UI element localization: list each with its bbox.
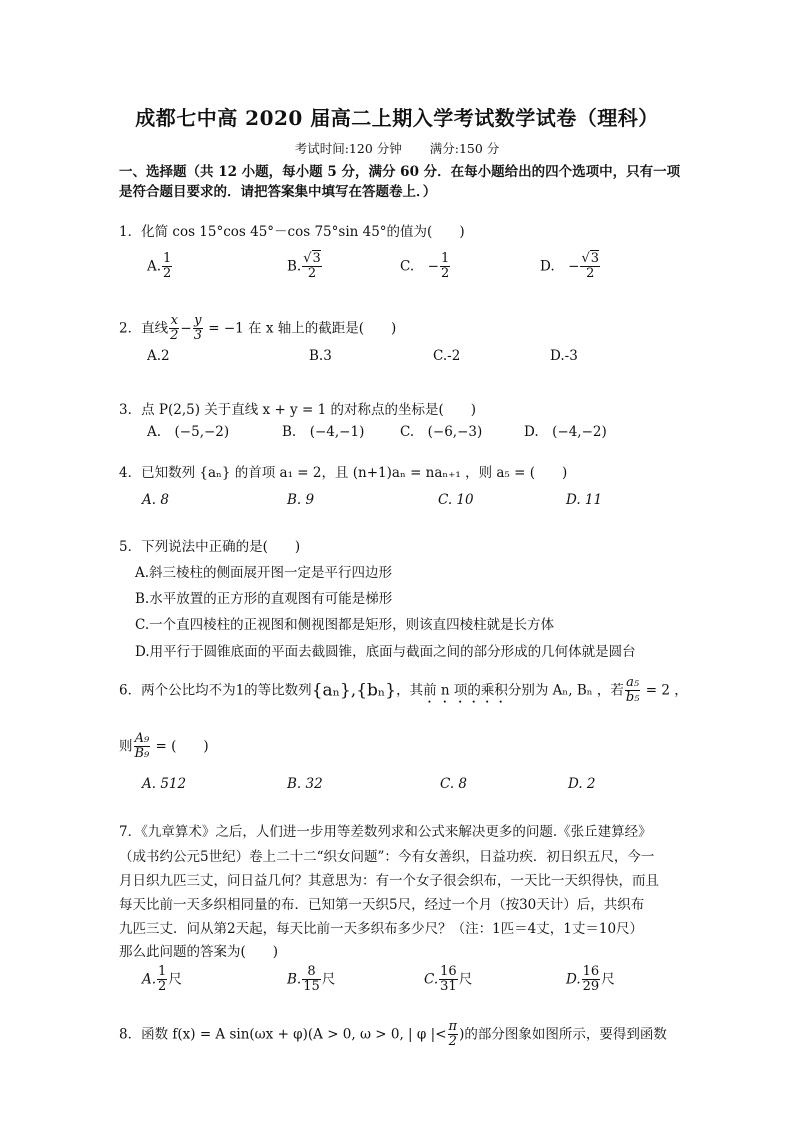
q4-option-b: B. 9 [287, 492, 315, 508]
q2-option-c: C.-2 [433, 348, 461, 364]
section-instruction-line2: 是符合题目要求的．请把答案集中填写在答题卷上．） [119, 184, 437, 200]
question-6-line2: 则 $\frac{\text{A₉}}{\text{B₉}}$ = ( ) [119, 731, 209, 762]
q3-option-c: C. (−6,−3) [400, 424, 483, 440]
q6-option-b: B. 32 [287, 776, 323, 792]
exam-full-score: 满分:150 分 [429, 141, 500, 156]
q1-option-c: C. − $\frac{1}{2}$ [400, 251, 450, 282]
section-instruction-line1: 一、选择题（共 12 小题，每小题 5 分，满分 60 分．在每小题给出的四个选项中，只有一项 [119, 164, 681, 180]
q7-option-d: D. $\frac{16}{29}$ 尺 [566, 964, 615, 995]
q6-option-a: A. 512 [142, 776, 187, 792]
exam-meta [0, 139, 794, 157]
question-5-text: 5．下列说法中正确的是( ) [119, 539, 301, 555]
q2-option-d: D.-3 [550, 348, 578, 364]
q4-option-d: D. 11 [566, 492, 603, 508]
question-1-text: 1．化简 cos 15°cos 45°－cos 75°sin 45°的值为( ) [119, 224, 465, 240]
q4-option-a: A. 8 [142, 492, 169, 508]
q2-option-b: B.3 [309, 348, 332, 364]
question-3-text: 3．点 P(2,5) 关于直线 x + y = 1 的对称点的坐标是( ) [119, 402, 476, 418]
question-7-line1: 7．《九章算术》之后，人们进一步用等差数列求和公式来解决更多的问题.《张丘建算经》 [119, 824, 652, 840]
question-4-text: 4．已知数列 {aₙ} 的首项 a₁ = 2，且 (n+1)aₙ = naₙ₊₁ ，则 a₅ = ( ) [119, 465, 568, 481]
question-7-line2: （成书约公元5世纪）卷上二十二“织女问题”：今有女善织，日益功疾．初日织五尺，今一 [119, 849, 655, 865]
q6-option-d: D. 2 [568, 776, 596, 792]
question-6-text: 6．两个公比均不为1的等比数列{aₙ},{bₙ}，其前 n 项的乘积分别为 Aₙ, Bₙ ，若 $\frac{\text{a₅}}{\text{b₅}}$ = 2 ， [119, 675, 688, 706]
exam-time: 考试时间:120 分钟 [294, 141, 402, 156]
q5-option-d: D.用平行于圆锥底面的平面去截圆锥，底面与截面之间的部分形成的几何体就是圆台 [135, 644, 636, 660]
q7-option-b: B. $\frac{8}{15}$ 尺 [287, 964, 336, 995]
q5-option-c: C.一个直四棱柱的正视图和侧视图都是矩形，则该直四棱柱就是长方体 [135, 617, 555, 633]
exam-title: 成都七中高 2020 届高二上期入学考试数学试卷（理科） [135, 106, 659, 130]
question-7-line4: 每天比前一天多织相同量的布．已知第一天织5尺，经过一个月（按30天计）后，共织布 [119, 897, 645, 913]
q5-option-a: A.斜三棱柱的侧面展开图一定是平行四边形 [135, 565, 393, 581]
question-8-text: 8．函数 f(x) = A sin(ωx + φ)(A > 0, ω > 0, | φ |< $\frac{\pi}{2}$ )的部分图象如图所示，要得到函数 [119, 1019, 667, 1050]
q1-option-a: A. $\frac{1}{2}$ [147, 251, 172, 282]
q6-option-c: C. 8 [440, 776, 468, 792]
q1-option-b: B. $\frac{√3}{2}$ [287, 251, 321, 282]
question-7-line5: 九匹三丈．问从第2天起，每天比前一天多织布多少尺？（注：1匹＝4丈，1丈＝10尺） [119, 921, 644, 937]
q7-option-a: A. $\frac{1}{2}$ 尺 [142, 964, 182, 995]
question-7-line6: 那么此问题的答案为( ) [119, 944, 279, 960]
question-2-text: 2．直线 $\frac{x}{2}$ − $\frac{y}{3}$ = −1 在 x 轴上的截距是( ) [119, 313, 397, 344]
q3-option-d: D. (−4,−2) [524, 424, 607, 440]
q3-option-a: A. (−5,−2) [147, 424, 230, 440]
q7-option-c: C. $\frac{16}{31}$ 尺 [424, 964, 473, 995]
q5-option-b: B.水平放置的正方形的直观图有可能是梯形 [135, 591, 393, 607]
question-7-line3: 月日织九匹三丈，问日益几何？其意思为：有一个女子很会织布，一天比一天织得快，而且 [119, 873, 659, 889]
q3-option-b: B. (−4,−1) [282, 424, 365, 440]
q4-option-c: C. 10 [438, 492, 474, 508]
q2-option-a: A.2 [147, 348, 170, 364]
q1-option-d: D. − $\frac{√3}{2}$ [540, 251, 600, 282]
